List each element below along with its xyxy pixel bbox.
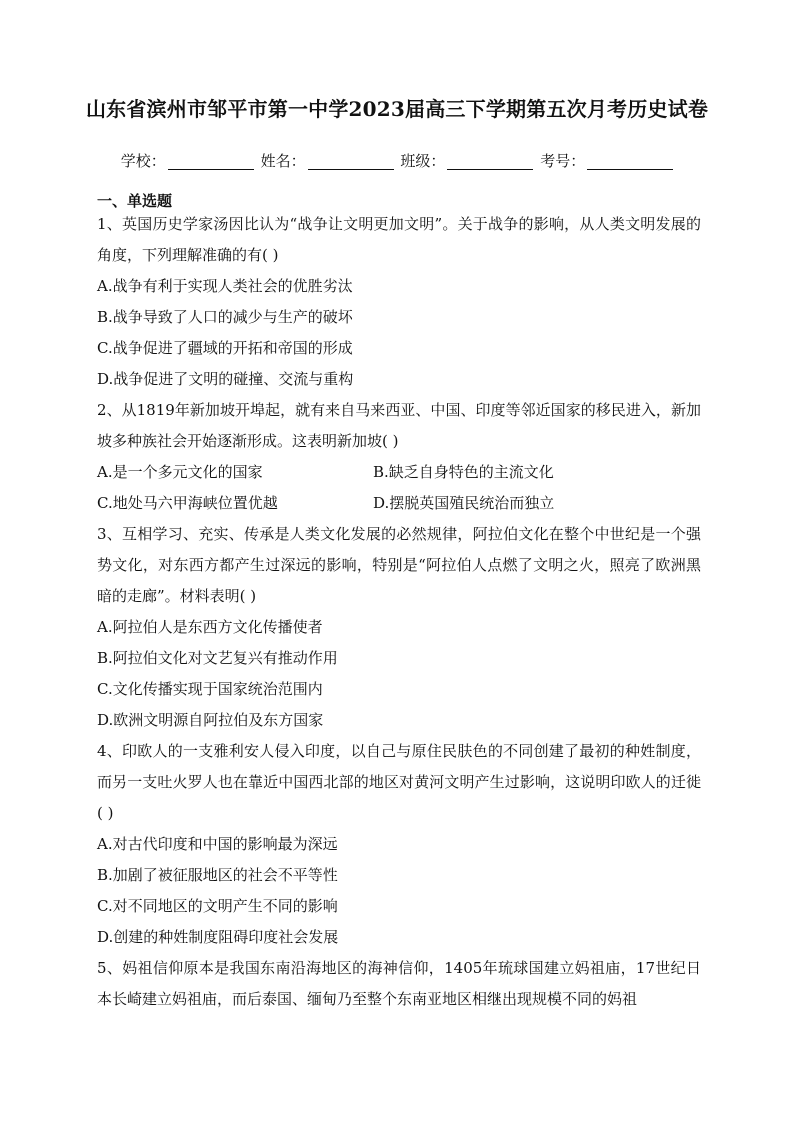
question-2	[97, 395, 701, 519]
question-3	[97, 519, 701, 736]
option-row	[97, 457, 701, 488]
info-examno	[540, 151, 673, 171]
section-heading: 一、单选题	[97, 192, 173, 210]
info-name	[261, 151, 394, 171]
option-c: C.文化传播实现于国家统治范围内	[97, 680, 323, 698]
option-d: D.摆脱英国殖民统治而独立	[373, 494, 555, 512]
question-stem: 2、从1819年新加坡开埠起，就有来自马来西亚、中国、印度等邻近国家的移民进入，新加坡多种族社会开始逐渐形成。这表明新加坡( )	[97, 401, 701, 450]
option-b: B.加剧了被征服地区的社会不平等性	[97, 866, 338, 884]
question-4	[97, 736, 701, 953]
option-c: C.地处马六甲海峡位置优越	[97, 494, 278, 512]
info-school-label: 学校：	[120, 152, 166, 170]
option-d: D.创建的种姓制度阻碍印度社会发展	[97, 928, 339, 946]
option-b: B.战争导致了人口的减少与生产的破坏	[97, 308, 353, 326]
info-class	[400, 151, 533, 171]
examno-blank[interactable]	[587, 153, 673, 170]
option-b: B.阿拉伯文化对文艺复兴有推动作用	[97, 649, 338, 667]
question-stem: 3、互相学习、充实、传承是人类文化发展的必然规律，阿拉伯文化在整个中世纪是一个强势文化，对东西方都产生过深远的影响，特别是“阿拉伯人点燃了文明之火，照亮了欧洲黑暗的走廊”。材料表明( )	[97, 525, 701, 605]
question-stem: 4、印欧人的一支雅利安人侵入印度，以自己与原住民肤色的不同创建了最初的种姓制度，而另一支吐火罗人也在靠近中国西北部的地区对黄河文明产生过影响，这说明印欧人的迁徙( )	[97, 742, 701, 822]
school-blank[interactable]	[168, 153, 254, 170]
question-stem: 5、妈祖信仰原本是我国东南沿海地区的海神信仰，1405年琉球国建立妈祖庙，17世纪日本长崎建立妈祖庙，而后泰国、缅甸乃至整个东南亚地区相继出现规模不同的妈祖	[97, 959, 701, 1008]
option-a: A.是一个多元文化的国家	[97, 463, 263, 481]
info-school	[121, 151, 254, 171]
option-b: B.缺乏自身特色的主流文化	[373, 463, 554, 481]
option-d: D.战争促进了文明的碰撞、交流与重构	[97, 370, 354, 388]
class-blank[interactable]	[447, 153, 533, 170]
option-row	[97, 488, 701, 519]
question-5	[97, 953, 701, 1015]
option-c: C.战争促进了疆域的开拓和帝国的形成	[97, 339, 353, 357]
question-stem: 1、英国历史学家汤因比认为“战争让文明更加文明”。关于战争的影响，从人类文明发展的角度，下列理解准确的有( )	[97, 215, 701, 264]
name-blank[interactable]	[308, 153, 394, 170]
questions-body	[97, 209, 701, 1015]
option-a: A.对古代印度和中国的影响最为深远	[97, 835, 338, 853]
info-name-label: 姓名：	[260, 152, 306, 170]
option-d: D.欧洲文明源自阿拉伯及东方国家	[97, 711, 324, 729]
exam-title: 山东省滨州市邹平市第一中学2023届高三下学期第五次月考历史试卷	[85, 97, 709, 121]
student-info-line	[0, 151, 794, 171]
info-examno-label: 考号：	[540, 152, 586, 170]
info-class-label: 班级：	[400, 152, 446, 170]
option-c: C.对不同地区的文明产生不同的影响	[97, 897, 338, 915]
question-1	[97, 209, 701, 395]
option-a: A.战争有利于实现人类社会的优胜劣汰	[97, 277, 353, 295]
option-a: A.阿拉伯人是东西方文化传播使者	[97, 618, 323, 636]
